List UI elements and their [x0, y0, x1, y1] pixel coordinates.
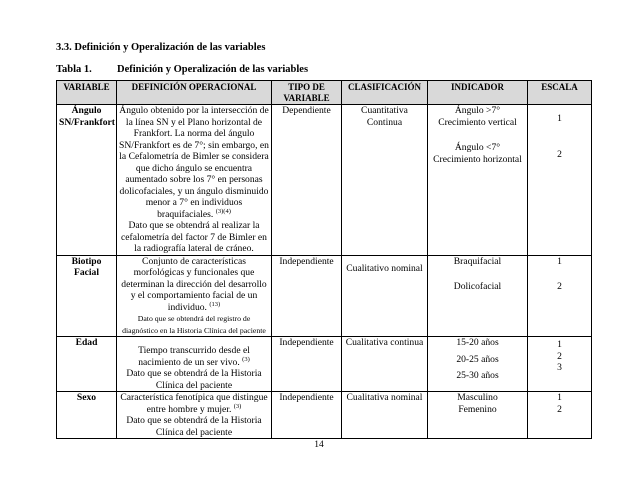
table-row — [57, 337, 592, 392]
classification-cell — [342, 255, 428, 337]
variable-cell: Ángulo SN/Frankfort — [57, 105, 117, 256]
indicator-value: 20-25 años — [456, 353, 499, 365]
type-cell: Independiente — [272, 392, 342, 439]
classification-cell: Cualitativa nominal — [342, 392, 428, 439]
scale-value: 2 — [557, 148, 562, 160]
variable-cell: Edad — [57, 337, 117, 392]
reference-mark: (3) — [242, 355, 250, 363]
indicator-cell — [428, 337, 528, 392]
type-cell: Dependiente — [272, 105, 342, 256]
column-header: VARIABLE — [57, 81, 117, 105]
reference-mark: (3) — [233, 402, 242, 410]
scale-value: 1 — [557, 255, 562, 267]
table-caption — [56, 64, 308, 75]
column-header: DEFINICIÓN OPERACIONAL — [117, 81, 272, 105]
scale-cell — [528, 392, 592, 439]
table-header-row — [57, 81, 592, 105]
definition-cell — [117, 337, 272, 392]
indicator-value: Masculino — [457, 392, 498, 403]
variables-table — [56, 80, 592, 439]
scale-cell — [528, 255, 592, 337]
definition-extra: Dato que se obtendrá al realizar la cefalometría del factor 7 de Bimler en la radiografía lateral de cráneo. — [121, 220, 267, 254]
indicator-value: Femenino — [458, 403, 497, 415]
scale-value: 1 — [557, 113, 562, 124]
indicator-value: Ángulo >7° Crecimiento vertical — [438, 105, 517, 128]
reference-mark: (13) — [209, 300, 221, 308]
definition-cell — [117, 392, 272, 439]
table-row — [57, 105, 592, 256]
classification-cell: Cuantitativa Continua — [342, 105, 428, 256]
definition-text: Tiempo transcurrido desde el nacimiento de un ser vivo. — [138, 345, 250, 368]
table-title: Definición y Operalización de las variables — [117, 64, 309, 75]
column-header: CLASIFICACIÓN — [342, 81, 428, 105]
indicator-cell — [428, 105, 528, 256]
definition-text: Ángulo obtenido por la intersección de la línea SN y el Plano horizontal de Frankfort. La norma del ángulo SN/Frankfort es de 7°; sin embargo, en la Cefalometría de Bimler se considera que dicho ángulo se encuentra aumentado sobre los 7° en personas dolicofaciales, y un ángulo disminuido menor a 7° en individuos braquifaciales. — [119, 105, 269, 220]
definition-cell — [117, 255, 272, 337]
type-cell: Independiente — [272, 337, 342, 392]
page-number: 14 — [314, 440, 324, 450]
scale-value: 2 — [557, 281, 562, 292]
indicator-value: 25-30 años — [456, 370, 499, 381]
classification-cell: Cualitativa continua — [342, 337, 428, 392]
variable-cell: Sexo — [57, 392, 117, 439]
definition-text: Conjunto de características morfológicas y funcionales que determinan la dirección del desarrollo y el comportamiento facial de un individuo. — [121, 255, 267, 313]
scale-value: 1 — [557, 392, 562, 403]
indicator-cell — [428, 255, 528, 337]
type-cell: Independiente — [272, 255, 342, 337]
scale-cell — [528, 105, 592, 256]
classification-value: Cualitativo nominal — [346, 262, 423, 274]
scale-cell — [528, 337, 592, 392]
table-row — [57, 392, 592, 439]
scale-value: 2 — [557, 403, 562, 415]
scale-value: 1 — [557, 339, 562, 350]
scale-value: 3 — [557, 362, 562, 373]
indicator-value: Dolicofacial — [453, 281, 502, 292]
reference-mark: (3)(4) — [215, 207, 231, 215]
column-header: INDICADOR — [428, 81, 528, 105]
indicator-value: 15-20 años — [456, 337, 499, 348]
table-label: Tabla 1. — [56, 64, 92, 75]
section-heading: 3.3. Definición y Operalización de las variables — [56, 42, 266, 53]
table-row — [57, 255, 592, 337]
column-header: ESCALA — [528, 81, 592, 105]
definition-text: Característica fenotípica que distingue entre hombre y mujer. — [120, 392, 268, 415]
scale-value: 2 — [557, 350, 562, 362]
definition-extra: Dato que se obtendrá de la Historia Clínica del paciente — [126, 415, 262, 438]
definition-extra: Dato que se obtendrá del registro de diagnóstico en la Historia Clínica del paciente — [122, 314, 266, 335]
definition-extra: Dato que se obtendrá de la Historia Clínica del paciente — [126, 368, 262, 391]
definition-cell — [117, 105, 272, 256]
indicator-value: Ángulo <7° Crecimiento horizontal — [433, 142, 522, 165]
variable-cell: Biotipo Facial — [57, 255, 117, 337]
column-header: TIPO DE VARIABLE — [272, 81, 342, 105]
indicator-cell — [428, 392, 528, 439]
indicator-value: Braquifacial — [453, 255, 502, 267]
